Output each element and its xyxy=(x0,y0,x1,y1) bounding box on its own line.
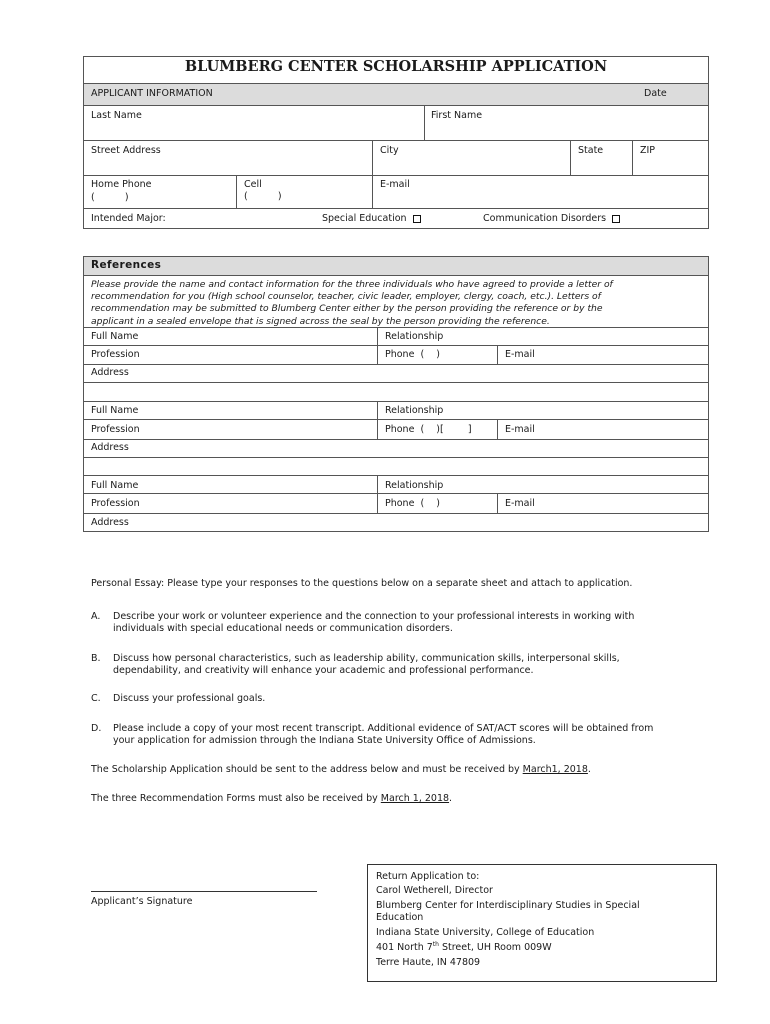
ref2-address-label: Address xyxy=(91,442,129,453)
recommendation-deadline-date: March 1, 2018 xyxy=(380,793,450,804)
instructions-line: applicant in a sealed envelope that is signed across the seal by the person providing the reference. xyxy=(91,315,550,327)
ref2-email-label: E-mail xyxy=(505,424,535,435)
essay-item-letter: B. xyxy=(91,653,101,664)
ref1-full-name-field[interactable] xyxy=(84,328,377,345)
home-phone-format: ( ) xyxy=(91,192,129,203)
essay-item-line: individuals with special educational needs or communication disorders. xyxy=(113,623,453,634)
intended-major-label: Intended Major: xyxy=(91,213,166,224)
essay-item-line: your application for admission through the Indiana State University Office of Admissions. xyxy=(113,735,536,746)
first-name-field[interactable] xyxy=(425,106,708,140)
instructions-line: recommendation may be submitted to Blumberg Center either by the person providing the reference or by the xyxy=(91,303,603,315)
application-deadline xyxy=(91,764,591,776)
first-name-label: First Name xyxy=(431,110,483,121)
ref2-profession-label: Profession xyxy=(91,424,140,435)
essay-item-line: Discuss how personal characteristics, such as leadership ability, communication skills, interpersonal skills, xyxy=(113,653,620,664)
ref1-phone-field[interactable] xyxy=(378,346,497,364)
signature-line[interactable] xyxy=(91,891,317,892)
ref3-email-label: E-mail xyxy=(505,498,535,509)
last-name-field[interactable] xyxy=(84,106,424,140)
ref3-relationship-field[interactable] xyxy=(378,476,708,493)
return-city: Terre Haute, IN 47809 xyxy=(376,957,481,968)
state-label: State xyxy=(578,145,604,156)
zip-field[interactable] xyxy=(633,141,708,175)
communication-disorders-label: Communication Disorders xyxy=(483,213,607,224)
ref3-phone-label: Phone ( ) xyxy=(385,498,440,509)
return-street xyxy=(376,942,640,957)
special-education-option[interactable] xyxy=(322,213,421,225)
recommendation-deadline xyxy=(91,793,452,805)
ref3-full-name-label: Full Name xyxy=(91,480,139,491)
zip-label: ZIP xyxy=(640,145,656,156)
return-street-number: 401 North 7 xyxy=(376,942,433,953)
essay-item-letter: A. xyxy=(91,611,101,622)
references-instructions xyxy=(91,279,613,328)
date-label: Date xyxy=(644,88,667,99)
essay-item-line: Discuss your professional goals. xyxy=(113,693,266,704)
application-deadline-date: March1, 2018 xyxy=(522,764,588,775)
essay-item-line: dependability, and creativity will enhance your academic and professional performance. xyxy=(113,665,534,676)
return-street-rest: Street, UH Room 009W xyxy=(438,942,552,953)
ref1-address-label: Address xyxy=(91,367,129,378)
applicant-info-header: APPLICANT INFORMATION xyxy=(91,88,213,99)
return-street-suffix: th xyxy=(432,940,439,948)
ref3-address-label: Address xyxy=(91,517,129,528)
instructions-line: recommendation for you (High school counselor, teacher, civic leader, employer, clergy, coach, etc.). Letters of xyxy=(91,291,601,303)
period: . xyxy=(449,793,453,804)
ref3-relationship-label: Relationship xyxy=(385,480,444,491)
essay-item-letter: D. xyxy=(91,723,102,734)
essay-item-line: Please include a copy of your most recent transcript. Additional evidence of SAT/ACT scores will be obtained from xyxy=(113,723,654,734)
ref3-profession-label: Profession xyxy=(91,498,140,509)
recommendation-deadline-text: The three Recommendation Forms must also be received by xyxy=(91,793,381,804)
ref2-full-name-label: Full Name xyxy=(91,405,139,416)
email-field[interactable] xyxy=(373,176,708,208)
street-address-field[interactable] xyxy=(84,141,372,175)
ref1-email-label: E-mail xyxy=(505,349,535,360)
ref2-relationship-field[interactable] xyxy=(378,402,708,419)
references-header-row xyxy=(84,257,708,275)
return-center-line2: Education xyxy=(376,912,424,923)
city-label: City xyxy=(380,145,399,156)
application-deadline-text: The Scholarship Application should be sent to the address below and must be received by xyxy=(91,764,523,775)
special-education-label: Special Education xyxy=(322,213,407,224)
ref2-phone-label: Phone ( )[ ] xyxy=(385,424,472,435)
period: . xyxy=(587,764,591,775)
signature-label: Applicant’s Signature xyxy=(91,896,193,907)
ref3-phone-field[interactable] xyxy=(378,494,497,513)
ref2-phone-field[interactable] xyxy=(378,420,497,439)
state-field[interactable] xyxy=(571,141,632,175)
ref2-relationship-label: Relationship xyxy=(385,405,444,416)
ref1-phone-label: Phone ( ) xyxy=(385,349,440,360)
essay-intro: Personal Essay: Please type your responses to the questions below on a separate sheet and attach to application. xyxy=(91,578,633,589)
ref3-full-name-field[interactable] xyxy=(84,476,377,493)
instructions-line: Please provide the name and contact information for the three individuals who have agreed to provide a letter of xyxy=(91,279,613,290)
communication-disorders-checkbox[interactable] xyxy=(612,215,620,223)
return-center-line1: Blumberg Center for Interdisciplinary Studies in Special xyxy=(376,900,640,911)
return-address xyxy=(376,871,640,969)
references-header: References xyxy=(91,259,162,271)
ref3-address-field[interactable] xyxy=(84,514,708,531)
ref1-profession-field[interactable] xyxy=(84,346,377,364)
home-phone-label: Home Phone xyxy=(91,179,152,190)
return-heading: Return Application to: xyxy=(376,871,480,882)
essay-item-letter: C. xyxy=(91,693,101,704)
return-university: Indiana State University, College of Education xyxy=(376,927,595,938)
cell-label: Cell xyxy=(244,179,262,190)
return-name: Carol Wetherell, Director xyxy=(376,885,493,896)
home-phone-field[interactable] xyxy=(84,176,236,208)
street-address-label: Street Address xyxy=(91,145,161,156)
email-label: E-mail xyxy=(380,179,410,190)
city-field[interactable] xyxy=(373,141,570,175)
communication-disorders-option[interactable] xyxy=(483,213,620,225)
ref1-email-field[interactable] xyxy=(498,346,708,364)
ref2-profession-field[interactable] xyxy=(84,420,377,439)
ref1-full-name-label: Full Name xyxy=(91,331,139,342)
ref2-full-name-field[interactable] xyxy=(84,402,377,419)
last-name-label: Last Name xyxy=(91,110,142,121)
ref1-relationship-field[interactable] xyxy=(378,328,708,345)
ref3-email-field[interactable] xyxy=(498,494,708,513)
ref2-email-field[interactable] xyxy=(498,420,708,439)
special-education-checkbox[interactable] xyxy=(413,215,421,223)
ref3-profession-field[interactable] xyxy=(84,494,377,513)
cell-field[interactable] xyxy=(237,176,372,208)
ref1-relationship-label: Relationship xyxy=(385,331,444,342)
ref1-profession-label: Profession xyxy=(91,349,140,360)
ref1-address-field[interactable] xyxy=(84,365,708,401)
form-title: BLUMBERG CENTER SCHOLARSHIP APPLICATION xyxy=(184,58,608,75)
cell-format: ( ) xyxy=(244,191,282,202)
essay-item-line: Describe your work or volunteer experience and the connection to your professional interests in working with xyxy=(113,611,635,622)
